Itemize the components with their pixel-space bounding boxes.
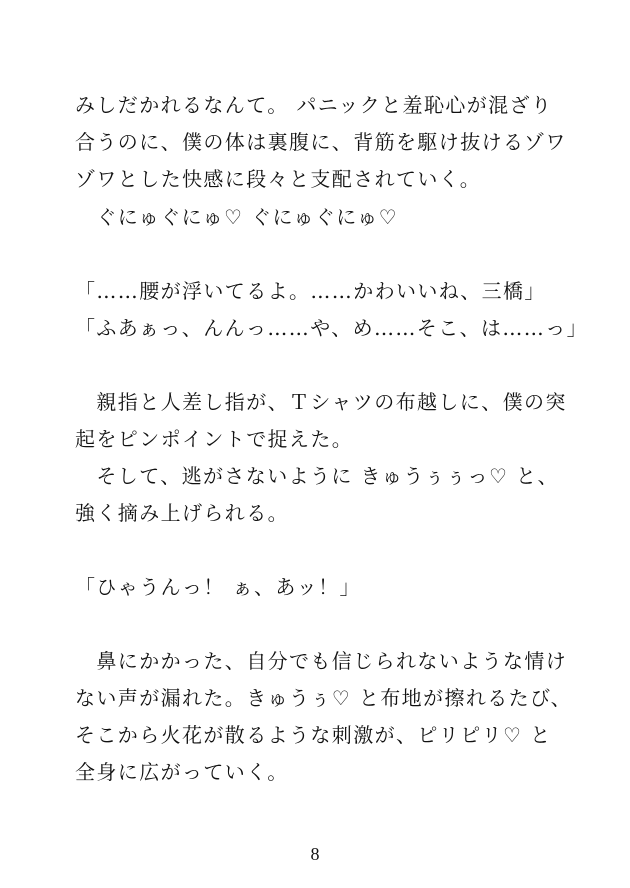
body-line-4: ぐにゅぐにゅ♡ ぐにゅぐにゅ♡ [75, 205, 399, 229]
body-line-2: 合うのに、僕の体は裏腹に、背筋を駆け抜けるゾワ [75, 130, 567, 154]
body-line-13: ない声が漏れた。きゅうぅ♡ と布地が擦れるたび、 [75, 686, 573, 710]
body-line-15: 全身に広がっていく。 [75, 760, 289, 784]
body-line-8: 起をピンポイントで捉えた。 [75, 427, 354, 451]
body-line-5: 「……腰が浮いてるよ。……かわいいね、三橋」 [75, 279, 546, 303]
body-line-3: ゾワとした快感に段々と支配されていく。 [75, 167, 482, 191]
body-line-6: 「ふあぁっ、んんっ……や、め……そこ、は……っ」 [75, 316, 588, 340]
body-line-1: みしだかれるなんて。 パニックと羞恥心が混ざり [75, 93, 553, 117]
body-line-12: 鼻にかかった、自分でも信じられないような情け [75, 649, 568, 673]
body-line-11: 「ひゃうんっ！ ぁ、あッ！」 [75, 575, 361, 599]
body-line-9: そして、逃がさないように きゅうぅぅっ♡ と、 [75, 464, 559, 488]
body-line-10: 強く摘み上げられる。 [75, 501, 289, 525]
body-line-7: 親指と人差し指が、Ｔシャツの布越しに、僕の突 [75, 390, 567, 414]
page-number: 8 [310, 844, 320, 864]
body-line-14: そこから火花が散るような刺激が、ピリピリ♡ と [75, 723, 552, 747]
